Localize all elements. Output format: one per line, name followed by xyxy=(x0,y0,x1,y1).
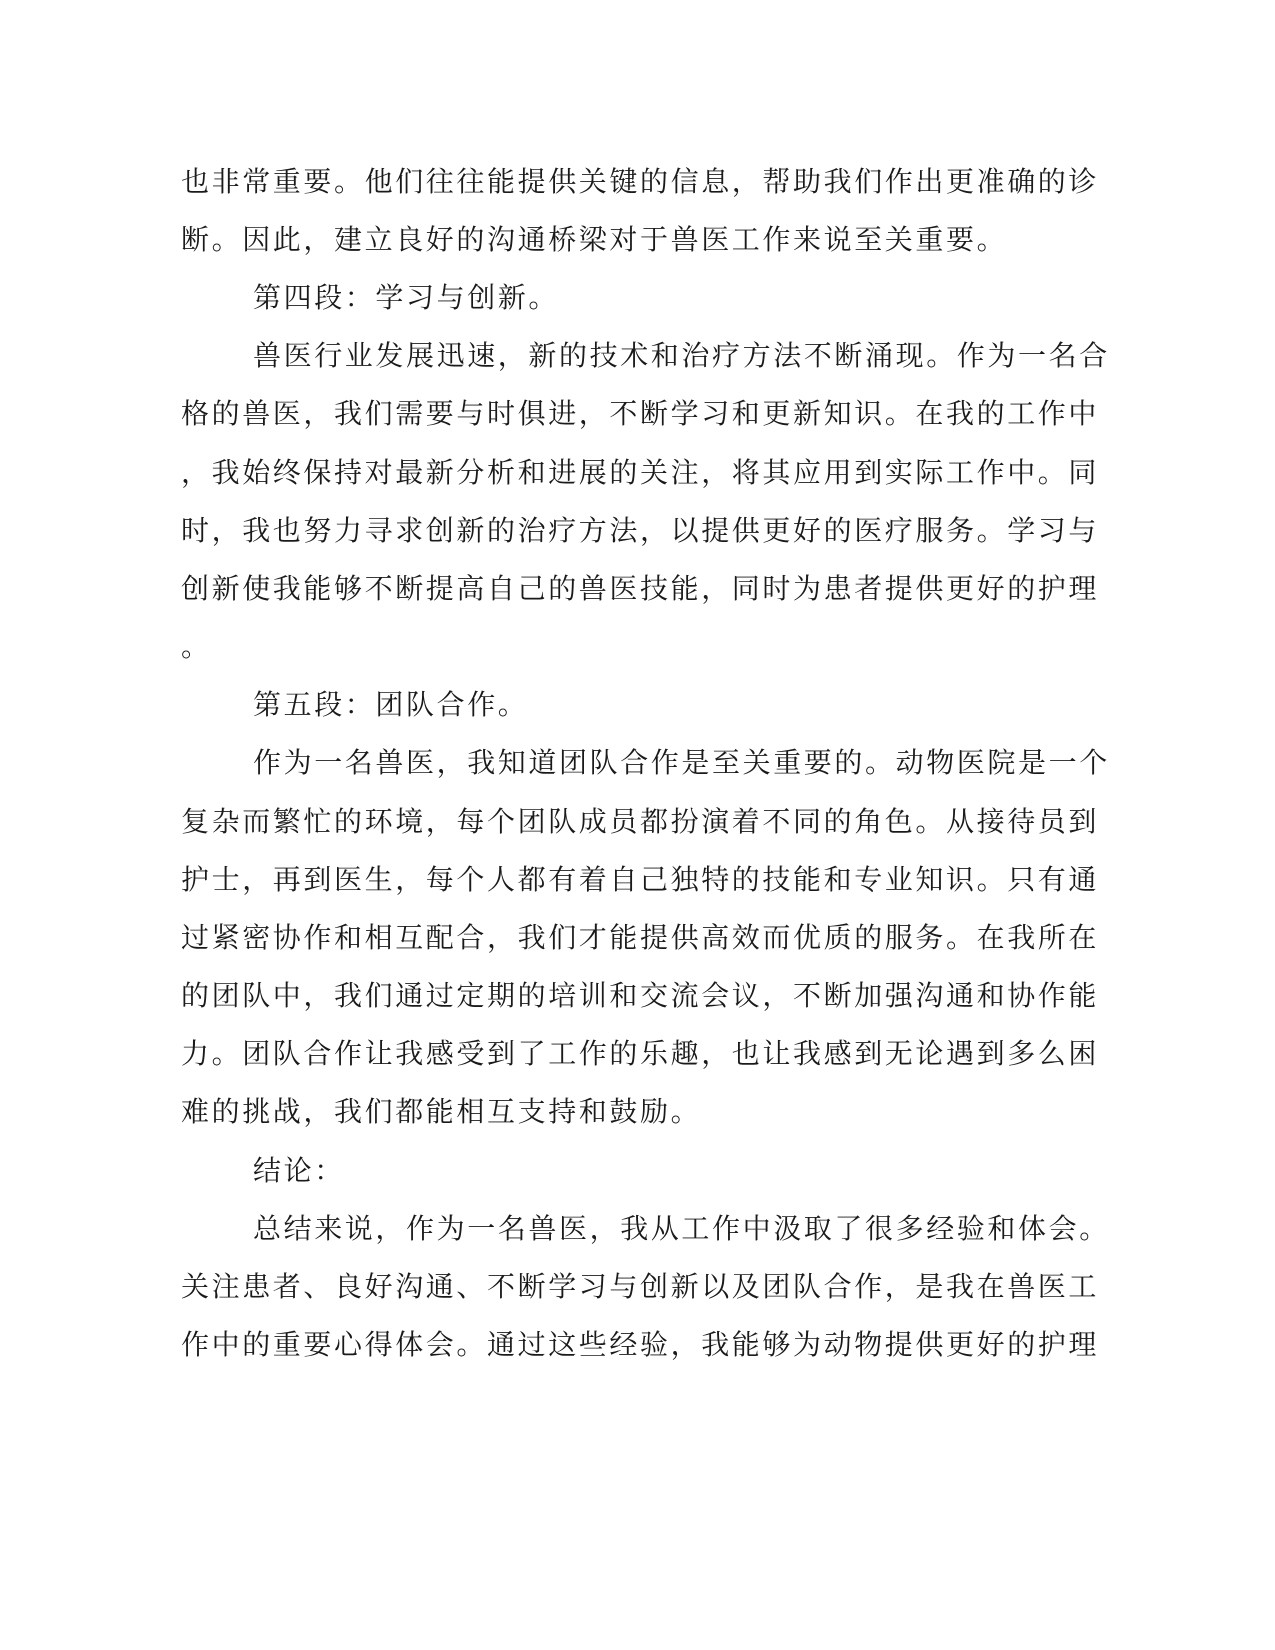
text-line: 作中的重要心得体会。通过这些经验，我能够为动物提供更好的护理 xyxy=(181,1328,1100,1361)
text-line: 格的兽医，我们需要与时俱进，不断学习和更新知识。在我的工作中 xyxy=(181,397,1100,430)
text-line: 难的挑战，我们都能相互支持和鼓励。 xyxy=(181,1095,702,1128)
text-line: 护士，再到医生，每个人都有着自己独特的技能和专业知识。只有通 xyxy=(181,863,1100,896)
text-line: 断。因此，建立良好的沟通桥梁对于兽医工作来说至关重要。 xyxy=(181,223,1008,256)
text-line: 时，我也努力寻求创新的治疗方法，以提供更好的医疗服务。学习与 xyxy=(181,514,1100,547)
section-heading: 第四段：学习与创新。 xyxy=(253,281,560,314)
text-line: 创新使我能够不断提高自己的兽医技能，同时为患者提供更好的护理 xyxy=(181,572,1100,605)
text-line: ，我始终保持对最新分析和进展的关注，将其应用到实际工作中。同 xyxy=(181,456,1100,489)
text-line: 作为一名兽医，我知道团队合作是至关重要的。动物医院是一个 xyxy=(253,746,1110,779)
text-line: 总结来说，作为一名兽医，我从工作中汲取了很多经验和体会。 xyxy=(253,1212,1110,1245)
text-line: 。 xyxy=(181,630,212,663)
text-line: 过紧密协作和相互配合，我们才能提供高效而优质的服务。在我所在 xyxy=(181,921,1100,954)
text-line: 力。团队合作让我感受到了工作的乐趣，也让我感到无论遇到多么困 xyxy=(181,1037,1100,1070)
text-line: 兽医行业发展迅速，新的技术和治疗方法不断涌现。作为一名合 xyxy=(253,339,1110,372)
section-heading: 结论： xyxy=(253,1154,345,1187)
text-line: 也非常重要。他们往往能提供关键的信息，帮助我们作出更准确的诊 xyxy=(181,165,1100,198)
section-heading: 第五段：团队合作。 xyxy=(253,688,529,721)
text-line: 关注患者、良好沟通、不断学习与创新以及团队合作，是我在兽医工 xyxy=(181,1270,1100,1303)
text-line: 的团队中，我们通过定期的培训和交流会议，不断加强沟通和协作能 xyxy=(181,979,1100,1012)
text-line: 复杂而繁忙的环境，每个团队成员都扮演着不同的角色。从接待员到 xyxy=(181,805,1100,838)
